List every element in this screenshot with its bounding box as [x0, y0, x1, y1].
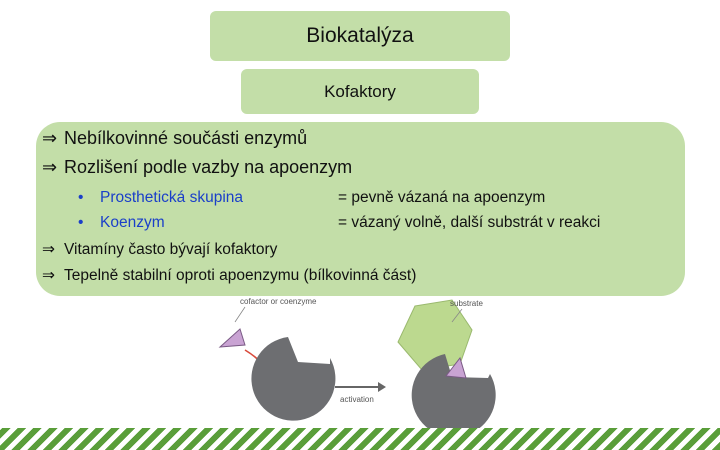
- sub-item-coenzyme: [78, 214, 165, 232]
- slide-subtitle: Kofaktory: [324, 81, 396, 101]
- implies-arrow-icon: ⇒: [42, 267, 55, 284]
- point-4-text: Tepelně stabilní oproti apoenzymu (bílkovinná část): [64, 267, 417, 284]
- point-1-text: Nebílkovinné součásti enzymů: [64, 128, 308, 148]
- sub-item-term: Prosthetická skupina: [100, 189, 244, 206]
- cofactor-shape: [220, 329, 245, 347]
- decorative-stripe: [0, 428, 720, 450]
- cofactor-label: cofactor or coenzyme: [240, 297, 317, 306]
- implies-arrow-icon: ⇒: [42, 157, 58, 177]
- sub-item-definition: = pevně vázaná na apoenzym: [338, 189, 546, 206]
- point-4: [42, 266, 416, 285]
- sub-item-term: Koenzym: [100, 214, 165, 231]
- apoenzyme-shape: [251, 337, 335, 421]
- activation-arrowhead: [378, 382, 386, 392]
- activation-label: activation: [340, 395, 374, 404]
- sub-item-prosthetic: [78, 189, 243, 207]
- substrate-label: substrate: [450, 299, 483, 308]
- point-2-text: Rozlišení podle vazby na apoenzym: [64, 157, 353, 177]
- bullet-icon: •: [78, 214, 84, 231]
- sub-item-definition: = vázaný volně, další substrát v reakci: [338, 214, 601, 231]
- point-3: [42, 240, 277, 259]
- implies-arrow-icon: ⇒: [42, 241, 55, 258]
- point-2: [42, 157, 352, 178]
- cofactor-pointer: [235, 307, 245, 322]
- enzyme-activation-diagram: [190, 292, 530, 432]
- point-3-text: Vitamíny často bývají kofaktory: [64, 241, 278, 258]
- title-box: [210, 11, 510, 61]
- bullet-icon: •: [78, 189, 84, 206]
- slide-title: Biokatalýza: [306, 24, 414, 47]
- point-1: [42, 128, 307, 149]
- subtitle-box: [241, 69, 479, 114]
- implies-arrow-icon: ⇒: [42, 128, 58, 148]
